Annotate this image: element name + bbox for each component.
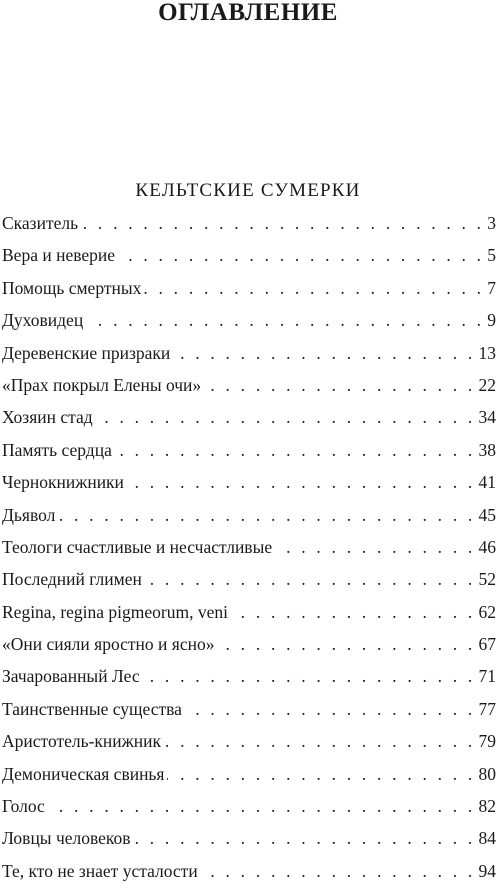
toc-entry[interactable]	[2, 822, 496, 854]
toc-entry-page-number: 94	[476, 855, 496, 887]
toc-entry-page-number: 5	[484, 239, 496, 271]
dot-leader	[164, 725, 476, 757]
toc-entry-title: Те, кто не знает усталости	[2, 855, 201, 887]
toc-entry-title: Последний глимен	[2, 563, 145, 595]
toc-entry[interactable]	[2, 596, 496, 628]
dot-leader	[127, 466, 476, 498]
toc-entry-title: Деревенские призраки	[2, 337, 173, 369]
toc-entry[interactable]	[2, 758, 496, 790]
toc-entry-title: «Прах покрыл Елены очи»	[2, 369, 204, 401]
toc-entry-page-number: 38	[476, 434, 496, 466]
toc-entry[interactable]	[2, 725, 496, 757]
dot-leader	[134, 822, 476, 854]
toc-entry-page-number: 46	[476, 531, 496, 563]
dot-leader	[115, 434, 476, 466]
dot-leader	[118, 239, 484, 271]
toc-entry-page-number: 80	[476, 758, 496, 790]
toc-entry-page-number: 13	[476, 337, 496, 369]
toc-entry-title: Память сердца	[2, 434, 115, 466]
toc-entry[interactable]	[2, 434, 496, 466]
toc-entry-title: Аристотель-книжник	[2, 725, 164, 757]
toc-entry-title: Теологи счастливые и несчастливые	[2, 531, 275, 563]
dot-leader	[86, 304, 484, 336]
toc-entry-page-number: 79	[476, 725, 496, 757]
dot-leader	[204, 369, 475, 401]
toc-entry-title: Голос	[2, 790, 48, 822]
toc-entry-page-number: 84	[476, 822, 496, 854]
toc-entry[interactable]	[2, 272, 496, 304]
dot-leader	[81, 207, 484, 239]
toc-entry-title: Таинственные существа	[2, 693, 185, 725]
dot-leader	[173, 337, 475, 369]
toc-entry[interactable]	[2, 531, 496, 563]
dot-leader	[144, 272, 484, 304]
toc-entry-title: Помощь смертных	[2, 272, 144, 304]
toc-entry-page-number: 3	[484, 207, 496, 239]
toc-entry-page-number: 71	[476, 660, 496, 692]
dot-leader	[275, 531, 475, 563]
toc-entry-page-number: 7	[484, 272, 496, 304]
toc-entry-page-number: 41	[476, 466, 496, 498]
toc-entry[interactable]	[2, 693, 496, 725]
toc-entry[interactable]	[2, 563, 496, 595]
toc-entry[interactable]	[2, 207, 496, 239]
toc-entry-page-number: 9	[484, 304, 496, 336]
toc-entry-page-number: 77	[476, 693, 496, 725]
toc-entry-title: Чернокнижники	[2, 466, 127, 498]
toc-entry[interactable]	[2, 337, 496, 369]
toc-entry-title: «Они сияли яростно и ясно»	[2, 628, 217, 660]
dot-leader	[217, 628, 475, 660]
toc-entry-title: Хозяин стад	[2, 401, 96, 433]
toc-entry[interactable]	[2, 660, 496, 692]
toc-entry-page-number: 52	[476, 563, 496, 595]
toc-entry-page-number: 45	[476, 499, 496, 531]
dot-leader	[58, 499, 475, 531]
toc-entry[interactable]	[2, 855, 496, 887]
toc-entry-page-number: 22	[476, 369, 496, 401]
toc-entry[interactable]	[2, 401, 496, 433]
dot-leader	[48, 790, 476, 822]
toc-entry[interactable]	[2, 239, 496, 271]
toc-entry-page-number: 34	[476, 401, 496, 433]
toc-entry-page-number: 62	[476, 596, 496, 628]
dot-leader	[145, 563, 476, 595]
toc-entry-title: Ловцы человеков	[2, 822, 134, 854]
dot-leader	[143, 660, 476, 692]
toc-entry-title: Regina, regina pigmeorum, veni	[2, 596, 231, 628]
toc-entry[interactable]	[2, 790, 496, 822]
toc-entry[interactable]	[2, 304, 496, 336]
toc-entry-page-number: 82	[476, 790, 496, 822]
toc-entry-page-number: 67	[476, 628, 496, 660]
toc-entry-title: Духовидец	[2, 304, 86, 336]
toc-entry-title: Зачарованный Лес	[2, 660, 143, 692]
toc-entry-title: Дьявол	[2, 499, 58, 531]
table-of-contents	[2, 207, 496, 887]
toc-entry[interactable]	[2, 499, 496, 531]
toc-entry[interactable]	[2, 628, 496, 660]
dot-leader	[231, 596, 476, 628]
toc-entry[interactable]	[2, 369, 496, 401]
dot-leader	[167, 758, 475, 790]
page-title: ОГЛАВЛЕНИЕ	[0, 0, 496, 26]
dot-leader	[185, 693, 476, 725]
section-title: КЕЛЬТСКИЕ СУМЕРКИ	[0, 180, 496, 202]
toc-entry-title: Вера и неверие	[2, 239, 118, 271]
toc-entry-title: Сказитель	[2, 207, 81, 239]
dot-leader	[201, 855, 476, 887]
dot-leader	[96, 401, 476, 433]
toc-entry-title: Демоническая свинья	[2, 758, 167, 790]
toc-entry[interactable]	[2, 466, 496, 498]
